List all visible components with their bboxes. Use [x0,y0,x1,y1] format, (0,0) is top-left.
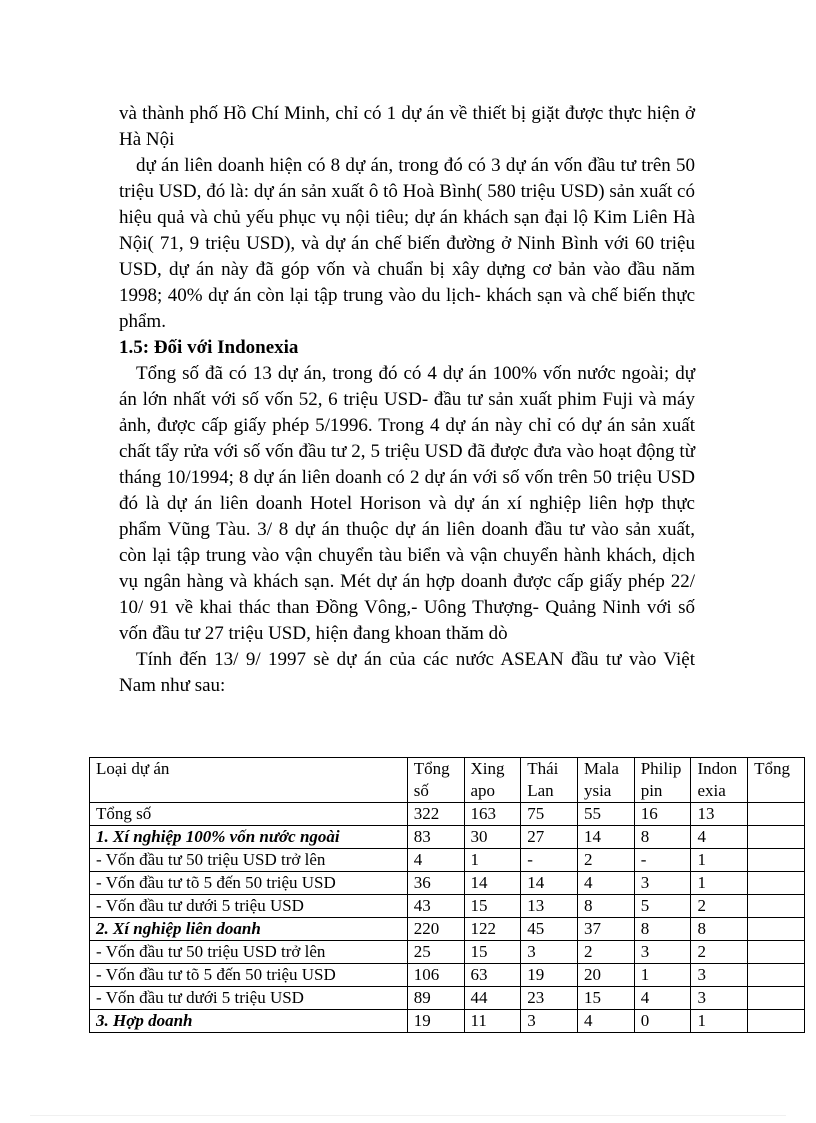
table-row [90,1010,805,1033]
row-label-cell: - Vốn đầu tư tõ 5 đến 50 triệu USD [90,872,408,895]
value-cell: 322 [407,803,464,826]
paragraph-4: Tính đến 13/ 9/ 1997 sè dự án của các nước ASEAN đầu tư vào Việt Nam như sau: [119,649,695,696]
value-cell: 163 [464,803,521,826]
value-cell: 3 [691,964,748,987]
table-row [90,895,805,918]
value-cell: 19 [521,964,578,987]
value-cell: 27 [521,826,578,849]
value-cell: 23 [521,987,578,1010]
value-cell [748,941,805,964]
value-cell: 8 [691,918,748,941]
value-cell [748,803,805,826]
value-cell: 2 [691,895,748,918]
value-cell [748,1010,805,1033]
value-cell: 11 [464,1010,521,1033]
value-cell: 13 [691,803,748,826]
document-body [119,101,695,699]
value-cell: 4 [577,872,634,895]
header-cell: Thái Lan [521,758,578,803]
value-cell: 3 [634,941,691,964]
header-cell: Indon exia [691,758,748,803]
page-divider [30,1115,786,1116]
value-cell [748,872,805,895]
value-cell: 4 [407,849,464,872]
value-cell: 3 [521,941,578,964]
value-cell: 5 [634,895,691,918]
table-row [90,987,805,1010]
value-cell: 25 [407,941,464,964]
value-cell: 8 [577,895,634,918]
value-cell: - [521,849,578,872]
value-cell: 0 [634,1010,691,1033]
value-cell: 3 [521,1010,578,1033]
asean-investment-table [89,757,805,1033]
row-label-cell: 3. Hợp doanh [90,1010,408,1033]
row-label-cell: 1. Xí nghiệp 100% vốn nước ngoài [90,826,408,849]
value-cell: 4 [577,1010,634,1033]
value-cell: 83 [407,826,464,849]
value-cell [748,826,805,849]
value-cell: 1 [691,849,748,872]
row-label-cell: - Vốn đầu tư 50 triệu USD trở lên [90,849,408,872]
header-cell: Tổng số [407,758,464,803]
row-label-cell: - Vốn đầu tư dưới 5 triệu USD [90,895,408,918]
paragraph-3: Tổng số đã có 13 dự án, trong đó có 4 dự án 100% vốn nước ngoài; dự án lớn nhất với số vốn 52, 6 triệu USD- đầu tư sản xuất phim Fuji và máy ảnh, được cấp giấy phép 5/1996. Trong 4 dự án này chỉ có dự án sản xuất chất tẩy rửa với số vốn đầu tư 2, 5 triệu USD đã được đưa vào hoạt động từ tháng 10/1994; 8 dự án liên doanh có 2 dự án với số vốn trên 50 triệu USD đó là dự án liên doanh Hotel Horison và dự án xí nghiệp liên hợp thực phẩm Vũng Tàu. 3/ 8 dự án thuộc dự án liên doanh đầu tư vào sản xuất, còn lại tập trung vào vận chuyển tàu biển và vận chuyển hành khách, dịch vụ ngân hàng và khách sạn. Mét dự án hợp doanh được cấp giấy phép 22/ 10/ 91 về khai thác than Đồng Vông,- Uông Thượng- Quảng Ninh với số vốn đầu tư 27 triệu USD, hiện đang khoan thăm dò [119,363,695,644]
value-cell: 1 [464,849,521,872]
value-cell: 44 [464,987,521,1010]
value-cell [748,964,805,987]
value-cell: - [634,849,691,872]
table-row [90,849,805,872]
header-cell: Xing apo [464,758,521,803]
value-cell: 14 [577,826,634,849]
value-cell: 3 [691,987,748,1010]
table-header-row [90,758,805,803]
value-cell: 36 [407,872,464,895]
table-row [90,918,805,941]
table-row [90,872,805,895]
value-cell: 20 [577,964,634,987]
value-cell: 15 [464,941,521,964]
row-label-cell: 2. Xí nghiệp liên doanh [90,918,408,941]
value-cell: 122 [464,918,521,941]
table-row [90,941,805,964]
table-body [90,803,805,1033]
value-cell: 63 [464,964,521,987]
value-cell: 1 [691,1010,748,1033]
value-cell: 43 [407,895,464,918]
value-cell: 75 [521,803,578,826]
row-label-cell: - Vốn đầu tư tõ 5 đến 50 triệu USD [90,964,408,987]
value-cell: 3 [634,872,691,895]
header-cell: Tổng [748,758,805,803]
value-cell: 2 [577,849,634,872]
value-cell [748,895,805,918]
value-cell: 8 [634,826,691,849]
header-cell: Mala ysia [577,758,634,803]
section-heading: 1.5: Đối với Indonexia [119,337,299,358]
value-cell: 45 [521,918,578,941]
value-cell: 4 [634,987,691,1010]
header-cell: Loại dự án [90,758,408,803]
header-cell: Philip pin [634,758,691,803]
row-label-cell: - Vốn đầu tư 50 triệu USD trở lên [90,941,408,964]
table-row [90,964,805,987]
value-cell: 4 [691,826,748,849]
value-cell: 106 [407,964,464,987]
value-cell [748,918,805,941]
value-cell [748,849,805,872]
paragraph-2: dự án liên doanh hiện có 8 dự án, trong đó có 3 dự án vốn đầu tư trên 50 triệu USD, đó là: dự án sản xuất ô tô Hoà Bình( 580 triệu USD) sản xuất có hiệu quả và chủ yếu phục vụ nội tiêu; dự án khách sạn đại lộ Kim Liên Hà Nội( 71, 9 triệu USD), và dự án chế biến đường ở Ninh Bình với 60 triệu USD, dự án này đã góp vốn và chuẩn bị xây dựng cơ bản vào đầu năm 1998; 40% dự án còn lại tập trung vào du lịch- khách sạn và chế biến thực phẩm. [119,155,695,332]
table-row [90,826,805,849]
value-cell: 55 [577,803,634,826]
row-label-cell: - Vốn đầu tư dưới 5 triệu USD [90,987,408,1010]
value-cell: 30 [464,826,521,849]
value-cell: 14 [464,872,521,895]
table-row [90,803,805,826]
value-cell: 220 [407,918,464,941]
asean-investment-table-container [89,757,805,1030]
value-cell: 1 [691,872,748,895]
value-cell: 1 [634,964,691,987]
value-cell: 89 [407,987,464,1010]
value-cell: 2 [577,941,634,964]
paragraph-1: và thành phố Hồ Chí Minh, chỉ có 1 dự án về thiết bị giặt được thực hiện ở Hà Nội [119,103,695,150]
value-cell [748,987,805,1010]
value-cell: 13 [521,895,578,918]
value-cell: 14 [521,872,578,895]
row-label-cell: Tổng số [90,803,408,826]
value-cell: 16 [634,803,691,826]
value-cell: 8 [634,918,691,941]
value-cell: 19 [407,1010,464,1033]
value-cell: 15 [464,895,521,918]
value-cell: 15 [577,987,634,1010]
value-cell: 37 [577,918,634,941]
value-cell: 2 [691,941,748,964]
